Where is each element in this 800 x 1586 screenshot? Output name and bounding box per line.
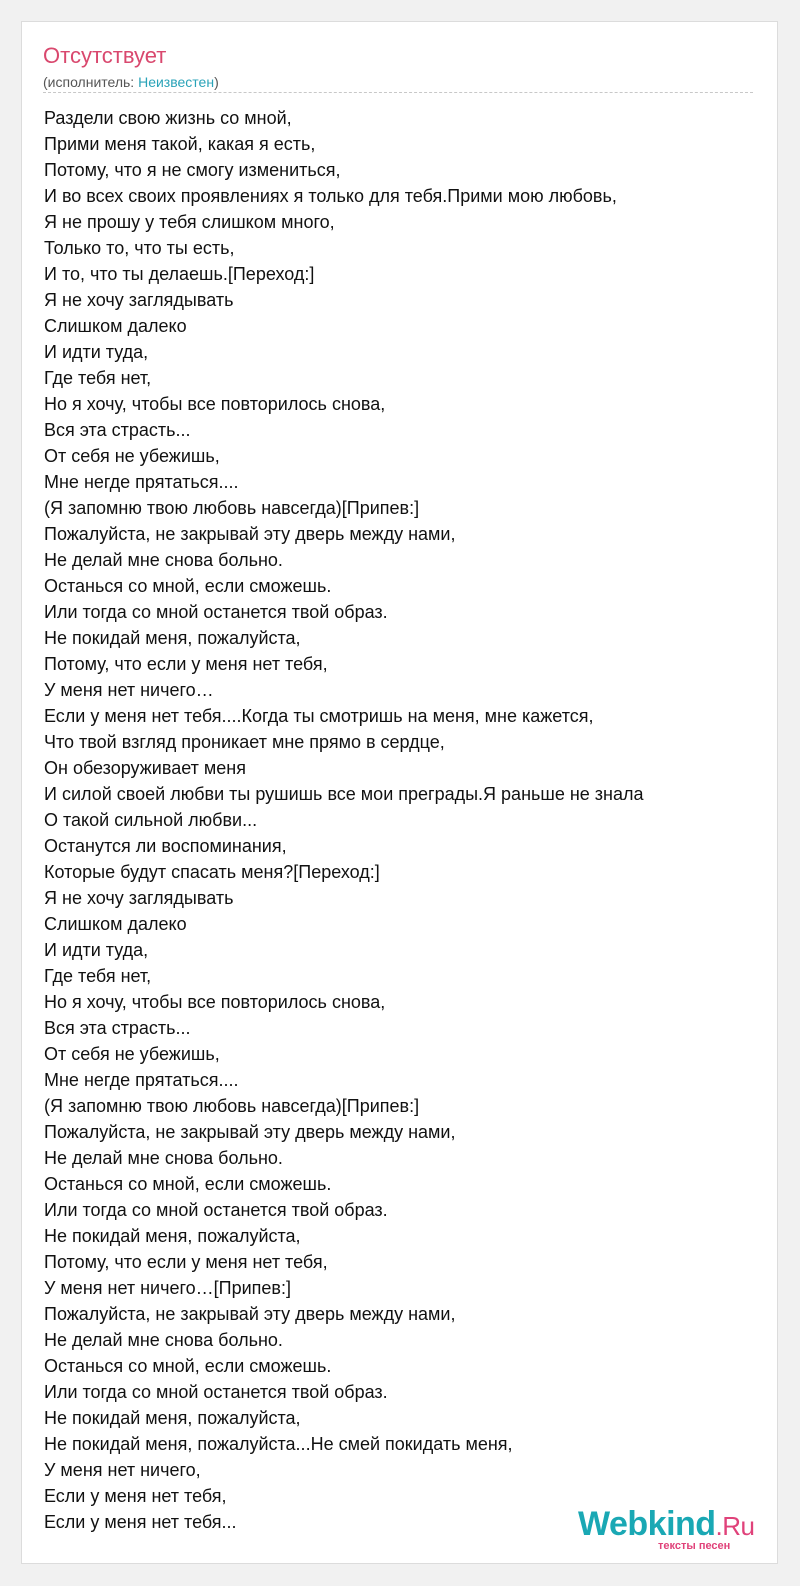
lyric-line: Не покидай меня, пожалуйста,: [44, 1226, 301, 1246]
lyric-line: И идти туда,: [44, 940, 149, 960]
lyric-line: Останутся ли воспоминания,: [44, 836, 287, 856]
lyric-line: Но я хочу, чтобы все повторилось снова,: [44, 992, 386, 1012]
lyric-line: Не покидай меня, пожалуйста...Не смей покидать меня,: [44, 1434, 513, 1454]
lyric-line: Не делай мне снова больно.: [44, 550, 283, 570]
lyric-line: Не покидай меня, пожалуйста,: [44, 1408, 301, 1428]
lyric-line: Где тебя нет,: [44, 966, 152, 986]
logo-tld: .Ru: [715, 1511, 755, 1541]
artist-suffix: ): [214, 74, 219, 90]
lyric-line: От себя не убежишь,: [44, 1044, 220, 1064]
lyric-line: Если у меня нет тебя,: [44, 1486, 227, 1506]
lyric-line: Потому, что я не смогу измениться,: [44, 160, 341, 180]
lyric-line: Если у меня нет тебя....Когда ты смотришь на меня, мне кажется,: [44, 706, 594, 726]
lyric-line: Что твой взгляд проникает мне прямо в сердце,: [44, 732, 445, 752]
lyric-line: (Я запомню твою любовь навсегда)[Припев:]: [44, 1096, 420, 1116]
lyric-line: И идти туда,: [44, 342, 149, 362]
lyrics-text: [44, 105, 764, 1535]
lyric-line: Останься со мной, если сможешь.: [44, 1174, 332, 1194]
lyric-line: Потому, что если у меня нет тебя,: [44, 1252, 328, 1272]
lyric-line: Я не хочу заглядывать: [44, 290, 234, 310]
lyric-line: (Я запомню твою любовь навсегда)[Припев:]: [44, 498, 420, 518]
lyric-line: Не делай мне снова больно.: [44, 1330, 283, 1350]
lyric-line: Или тогда со мной останется твой образ.: [44, 602, 388, 622]
lyric-line: У меня нет ничего,: [44, 1460, 201, 1480]
lyrics-card: [21, 21, 778, 1564]
header-divider: [43, 92, 753, 93]
lyric-line: Пожалуйста, не закрывай эту дверь между нами,: [44, 524, 456, 544]
lyric-line: Но я хочу, чтобы все повторилось снова,: [44, 394, 386, 414]
artist-link[interactable]: Неизвестен: [138, 74, 215, 90]
lyric-line: Пожалуйста, не закрывай эту дверь между нами,: [44, 1304, 456, 1324]
lyric-line: О такой сильной любви...: [44, 810, 258, 830]
lyric-line: Мне негде прятаться....: [44, 1070, 239, 1090]
logo-name: Webkind: [578, 1505, 716, 1543]
lyric-line: Останься со мной, если сможешь.: [44, 1356, 332, 1376]
lyric-line: Я не прошу у тебя слишком много,: [44, 212, 335, 232]
artist-prefix: (исполнитель:: [43, 74, 139, 90]
lyric-line: Только то, что ты есть,: [44, 238, 235, 258]
lyric-line: Не покидай меня, пожалуйста,: [44, 628, 301, 648]
logo-tagline: тексты песен: [658, 1540, 731, 1552]
lyric-line: У меня нет ничего…: [44, 680, 214, 700]
song-title: Отсутствует: [43, 43, 167, 68]
lyric-line: Потому, что если у меня нет тебя,: [44, 654, 328, 674]
lyric-line: Где тебя нет,: [44, 368, 152, 388]
lyric-line: Вся эта страсть...: [44, 420, 191, 440]
lyric-line: Слишком далеко: [44, 914, 187, 934]
lyric-line: Останься со мной, если сможешь.: [44, 576, 332, 596]
lyric-line: Я не хочу заглядывать: [44, 888, 234, 908]
lyric-line: И силой своей любви ты рушишь все мои преграды.Я раньше не знала: [44, 784, 644, 804]
lyric-line: Слишком далеко: [44, 316, 187, 336]
lyric-line: И во всех своих проявлениях я только для тебя.Прими мою любовь,: [44, 186, 617, 206]
lyric-line: Или тогда со мной останется твой образ.: [44, 1382, 388, 1402]
lyric-line: Мне негде прятаться....: [44, 472, 239, 492]
lyric-line: Которые будут спасать меня?[Переход:]: [44, 862, 380, 882]
lyric-line: Он обезоруживает меня: [44, 758, 246, 778]
lyric-line: Не делай мне снова больно.: [44, 1148, 283, 1168]
lyric-line: Пожалуйста, не закрывай эту дверь между нами,: [44, 1122, 456, 1142]
artist-line: [43, 73, 219, 91]
lyric-line: Вся эта страсть...: [44, 1018, 191, 1038]
lyric-line: Прими меня такой, какая я есть,: [44, 134, 316, 154]
lyric-line: Или тогда со мной останется твой образ.: [44, 1200, 388, 1220]
lyric-line: У меня нет ничего…[Припев:]: [44, 1278, 291, 1298]
lyric-line: От себя не убежишь,: [44, 446, 220, 466]
lyric-line: Раздели свою жизнь со мной,: [44, 108, 292, 128]
lyric-line: Если у меня нет тебя...: [44, 1512, 237, 1532]
site-logo[interactable]: [578, 1504, 778, 1554]
lyric-line: И то, что ты делаешь.[Переход:]: [44, 264, 315, 284]
